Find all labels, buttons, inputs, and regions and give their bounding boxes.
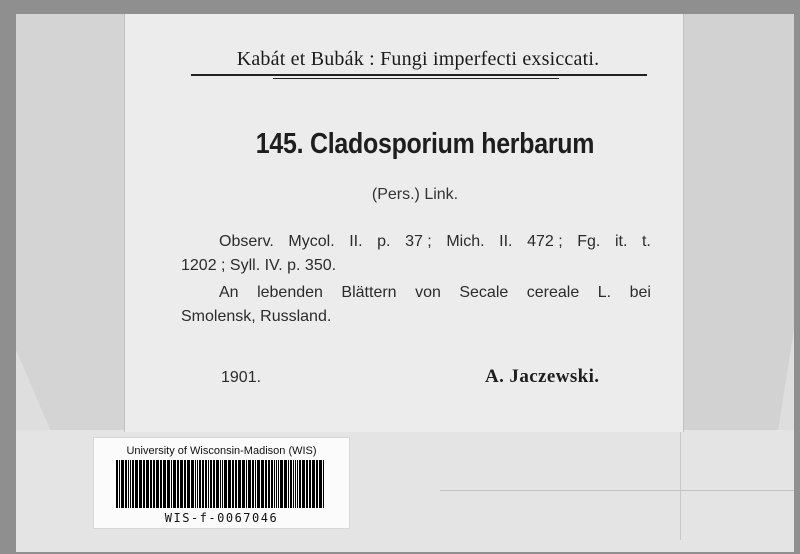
barcode-bar [248,460,251,508]
barcode-bar [180,460,183,508]
barcode-bar [255,460,256,508]
barcode-bar [202,460,204,508]
catalog-number: WIS-f-0067046 [164,511,279,525]
barcode-bar [173,460,176,508]
species-authority: (Pers.) Link. [371,186,459,203]
locality-word: lebenden [257,284,323,301]
packet-fold-right [684,14,794,434]
barcode-bar [132,460,134,508]
barcode-bar [187,460,190,508]
barcode-bar [143,460,145,508]
reference-word: Observ. [219,233,274,250]
barcode-bar [205,460,207,508]
barcode-bar [163,460,166,508]
species-name: 145. Cladosporium herbarum [255,128,595,160]
barcode-bar [121,460,124,508]
reference-word: Mycol. [288,233,335,250]
reference-line-1 [219,233,651,251]
locality-line-2: Smolensk, Russland. [181,308,332,325]
barcode-bar [208,460,209,508]
barcode-bar [210,460,212,508]
barcode-bar [128,460,129,508]
barcode-bar [119,460,120,508]
barcode-bar [276,460,277,508]
locality-word: von [415,284,441,301]
barcode-bar [222,460,223,508]
reference-word: t. [641,233,651,250]
locality-word: Secale [459,284,509,301]
packet-fold-left [16,14,136,434]
barcode-bar [213,460,215,508]
barcode-bar [199,460,201,508]
locality-word: Blättern [341,284,397,301]
collector-name: A. Jaczewski. [485,366,600,387]
barcode-bar [116,460,118,508]
barcode-bar [268,460,270,508]
reference-word: 37 ; [405,233,432,250]
barcode-bar [293,460,294,508]
title-rule-thick [191,74,647,76]
barcode-bar [274,460,275,508]
collection-year: 1901. [221,369,262,386]
reference-word: Mich. [446,233,485,250]
barcode-bar [150,460,152,508]
barcode-bar [167,460,170,508]
barcode-bar [216,460,219,508]
barcode-bar [146,460,149,508]
barcode-bar [290,460,292,508]
barcode-bar [184,460,186,508]
specimen-label [124,14,684,432]
barcode-bar [280,460,283,508]
barcode-bar [323,460,324,508]
reference-word: II. [499,233,513,250]
barcode-bar [235,460,237,508]
title-rule-thin [273,78,559,79]
barcode-bar [312,460,315,508]
barcode-bar [171,460,172,508]
locality-word: bei [629,284,651,301]
flap-crease-vertical [680,430,681,540]
barcode-bar [177,460,179,508]
reference-word: it. [614,233,628,250]
series-title: Kabát et Bubák : Fungi imperfecti exsiccati. [236,48,600,70]
locality-word: L. [597,284,612,301]
barcode-bar [278,460,279,508]
barcode-bar [160,460,162,508]
institution-name: University of Wisconsin-Madison (WIS) [126,445,317,457]
barcode-bar [238,460,241,508]
locality-word: cereale [526,284,580,301]
barcode-bar [191,460,194,508]
barcode-bar [252,460,254,508]
barcode-bar [302,460,305,508]
barcode-bar [220,460,221,508]
barcode-bar [197,460,198,508]
barcode-bar [288,460,289,508]
reference-word: p. [377,233,391,250]
barcode-label [93,437,350,529]
barcode-bar [299,460,301,508]
reference-word: 472 ; [527,233,563,250]
barcode-bar [195,460,196,508]
barcode-bar [306,460,308,508]
barcode-bar [271,460,273,508]
barcode-bar [130,460,131,508]
barcode-bar [224,460,227,508]
barcode-bar [265,460,267,508]
barcode-bar [242,460,245,508]
barcode-bar [232,460,234,508]
barcode-bar [156,460,159,508]
reference-word: II. [349,233,363,250]
barcode-bar [284,460,287,508]
barcode-bar [125,460,127,508]
barcode-image [116,460,327,508]
barcode-bar [295,460,296,508]
barcode-bar [297,460,298,508]
barcode-bar [257,460,260,508]
reference-word: Fg. [577,233,601,250]
barcode-bar [319,460,322,508]
barcode-bar [228,460,231,508]
barcode-bar [261,460,264,508]
barcode-bar [139,460,142,508]
barcode-bar [309,460,311,508]
flap-crease [440,490,794,491]
reference-line-2: 1202 ; Syll. IV. p. 350. [181,257,337,274]
locality-line-1 [219,284,651,302]
barcode-bar [135,460,138,508]
barcode-bar [316,460,318,508]
barcode-bar [153,460,155,508]
barcode-bar [246,460,247,508]
locality-word: An [219,284,239,301]
